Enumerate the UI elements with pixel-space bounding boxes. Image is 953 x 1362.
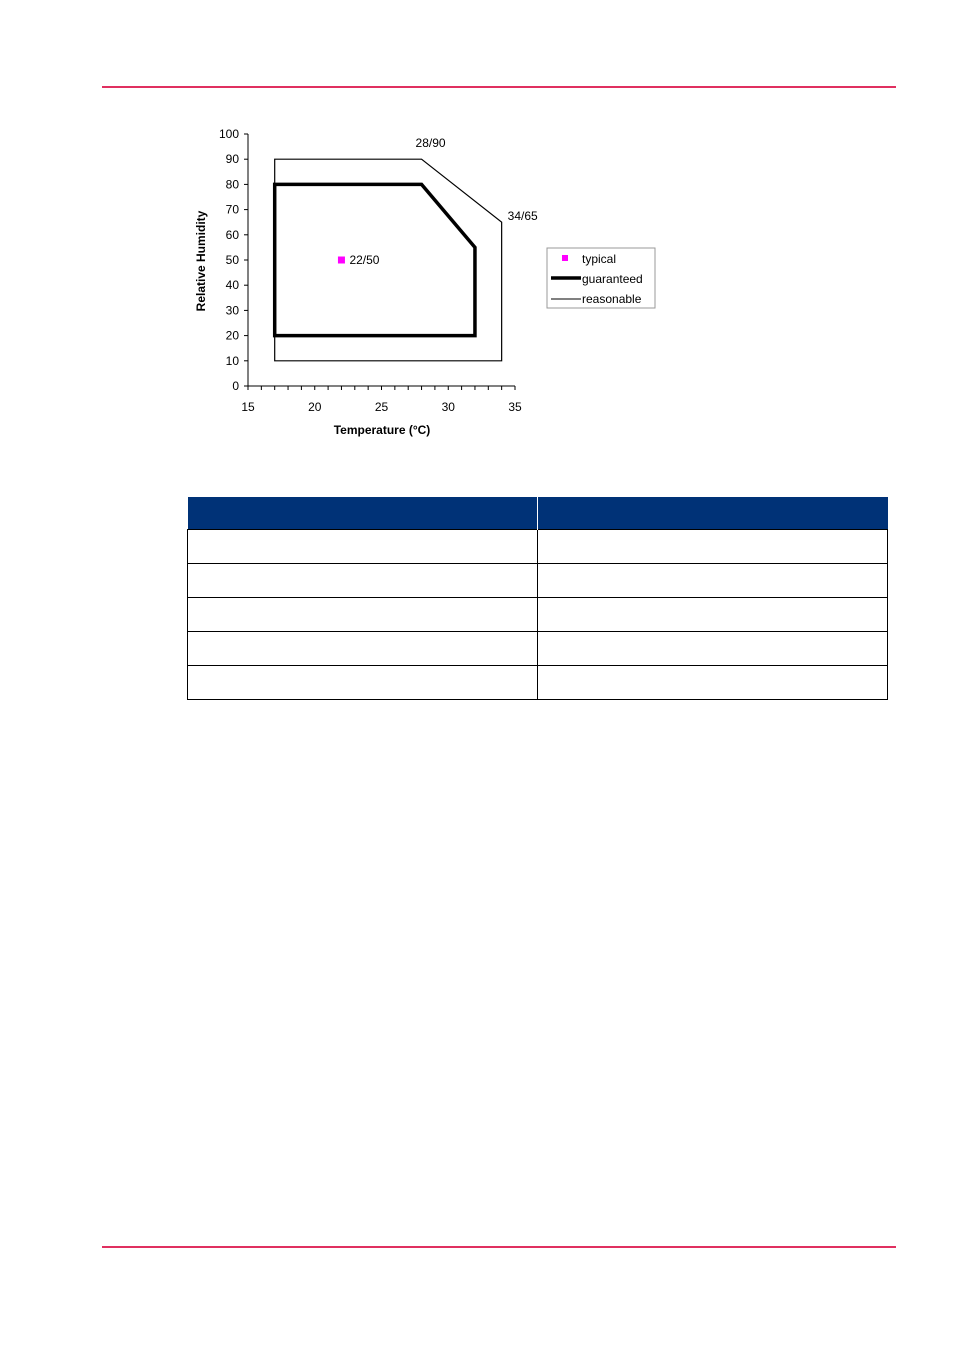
series-reasonable-outline — [275, 159, 502, 361]
y-tick-label: 0 — [232, 379, 239, 393]
table-cell — [538, 598, 888, 632]
table-header-cell — [188, 497, 538, 530]
table-cell — [188, 632, 538, 666]
table-header-cell — [538, 497, 888, 530]
table-cell — [538, 632, 888, 666]
y-tick-label: 20 — [225, 328, 239, 343]
table-cell — [188, 598, 538, 632]
annotation-label: 34/65 — [507, 209, 538, 224]
y-tick-label: 70 — [225, 202, 239, 217]
annotations — [349, 136, 538, 267]
table-row — [188, 530, 888, 564]
y-tick-label: 60 — [225, 227, 239, 242]
table-row — [188, 564, 888, 598]
y-axis-ticks — [219, 127, 248, 393]
legend-label-guaranteed: guaranteed — [582, 272, 643, 286]
x-tick-label: 20 — [308, 400, 322, 414]
x-tick-label: 30 — [441, 400, 455, 414]
y-tick-label: 90 — [225, 152, 239, 167]
y-tick-label: 50 — [225, 253, 239, 267]
table-cell — [538, 666, 888, 700]
humidity-temperature-chart — [185, 120, 665, 450]
header-rule — [102, 86, 896, 88]
annotation-label: 28/90 — [415, 136, 446, 151]
table-cell — [538, 564, 888, 598]
y-axis-title: Relative Humidity — [194, 210, 208, 312]
table-row — [188, 598, 888, 632]
x-axis-ticks — [241, 386, 522, 414]
table-cell — [188, 666, 538, 700]
table-row — [188, 632, 888, 666]
legend — [547, 248, 655, 308]
table-header-row — [188, 497, 888, 530]
x-tick-label: 25 — [374, 400, 389, 414]
y-tick-label: 40 — [225, 278, 239, 293]
y-tick-label: 80 — [225, 177, 239, 192]
legend-label-typical: typical — [582, 252, 617, 266]
y-tick-label: 10 — [225, 353, 239, 368]
footer-rule — [102, 1246, 896, 1248]
table-row — [188, 666, 888, 700]
x-tick-label: 35 — [508, 400, 522, 414]
data-table — [187, 497, 888, 700]
table-cell — [188, 530, 538, 564]
x-axis-title: Temperature (°C) — [333, 423, 431, 437]
table-cell — [188, 564, 538, 598]
series-layer — [275, 159, 502, 361]
x-tick-label: 15 — [241, 400, 255, 414]
annotation-label: 22/50 — [349, 253, 380, 267]
table-body — [188, 530, 888, 700]
table-cell — [538, 530, 888, 564]
y-tick-label: 30 — [225, 303, 239, 318]
series-typical-point — [338, 257, 345, 264]
legend-label-reasonable: reasonable — [582, 292, 642, 306]
y-tick-label: 100 — [218, 127, 239, 141]
legend-typical-marker — [562, 255, 568, 261]
